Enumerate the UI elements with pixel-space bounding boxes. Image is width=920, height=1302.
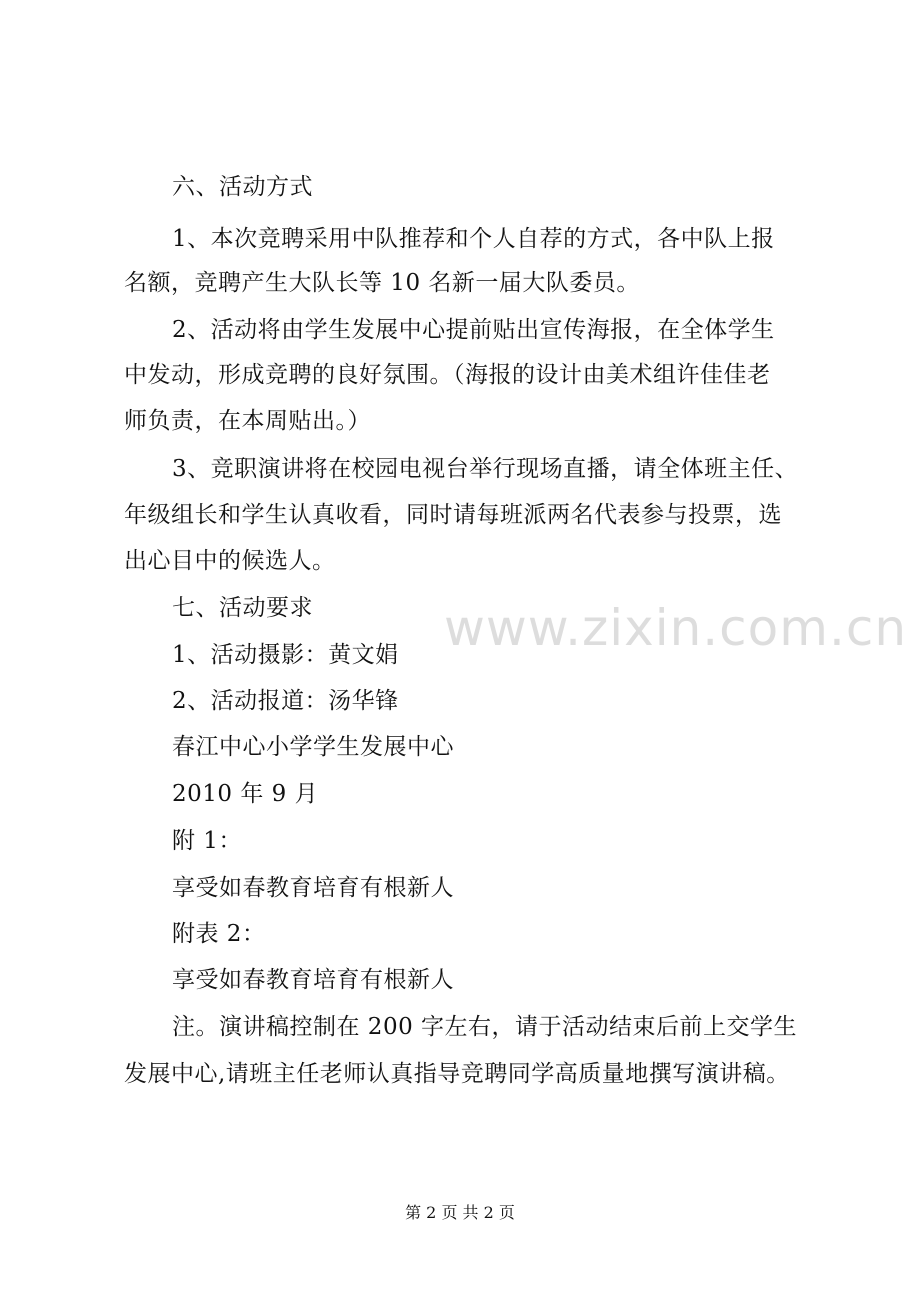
note-line: 发展中心,请班主任老师认真指导竞聘同学高质量地撰写演讲稿。 [124, 1061, 790, 1087]
appendix-title: 享受如春教育培育有根新人 [172, 967, 454, 993]
paragraph-line: 年级组长和学生认真收看，同时请每班派两名代表参与投票，选 [124, 502, 782, 528]
paragraph-line: 师负责，在本周贴出。） [124, 408, 371, 434]
section-heading-6: 六、活动方式 [172, 174, 313, 200]
section-heading-7: 七、活动要求 [172, 595, 313, 621]
appendix-label: 附表 2： [172, 921, 266, 947]
appendix-title: 享受如春教育培育有根新人 [172, 875, 454, 901]
paragraph-line: 2、活动将由学生发展中心提前贴出宣传海报，在全体学生 [172, 317, 775, 343]
paragraph-line: 出心目中的候选人。 [124, 548, 336, 574]
list-item: 1、活动摄影：黄文娟 [172, 642, 399, 668]
paragraph-line: 1、本次竞聘采用中队推荐和个人自荐的方式，各中队上报 [172, 226, 775, 252]
appendix-label: 附 1： [172, 828, 242, 854]
note-line: 注。演讲稿控制在 200 字左右，请于活动结束后前上交学生 [172, 1014, 798, 1040]
paragraph-line: 3、竞职演讲将在校园电视台举行现场直播，请全体班主任、 [172, 456, 799, 482]
list-item: 2、活动报道：汤华锋 [172, 688, 399, 714]
signature-organization: 春江中心小学学生发展中心 [172, 734, 454, 760]
page-footer: 第 2 页 共 2 页 [405, 1203, 515, 1222]
paragraph-line: 中发动，形成竞聘的良好氛围。（海报的设计由美术组许佳佳老 [124, 362, 771, 388]
signature-date: 2010 年 9 月 [172, 781, 319, 807]
watermark: www.zixin.com.cn [444, 599, 908, 657]
paragraph-line: 名额，竞聘产生大队长等 10 名新一届大队委员。 [124, 270, 640, 296]
